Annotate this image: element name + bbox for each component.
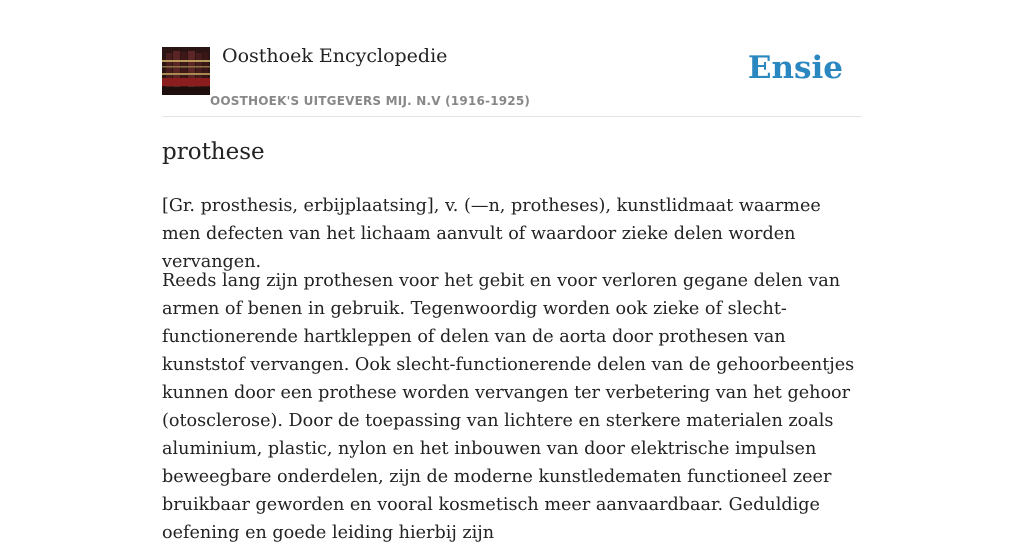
entry-paragraph: Reeds lang zijn prothesen voor het gebit en voor verloren gegane delen van armen of benen in gebruik. Tegenwoordig worden ook zieke of slecht-functionerende hartkleppen of delen van de aorta door prothesen van kunststof vervangen. Ook slecht-functionerende delen van de gehoorbeentjes kunnen door een prothese worden vervangen ter verbetering van het gehoor (otosclerose). Door de toepassing van lichtere en sterkere materialen zoals aluminium, plastic, nylon en het inbouwen van door elektrische impulsen beweegbare onderdelen, zijn de moderne kunstledematen functioneel zeer bruikbaar geworden en vooral kosmetisch meer aanvaardbaar. Geduldige oefening en goede leiding hierbij zijn [162,271,855,543]
entry-term-title: prothese [162,139,265,165]
source-title[interactable]: Oosthoek Encyclopedie [222,45,448,67]
source-header [162,0,862,117]
source-subtitle: OOSTHOEK'S UITGEVERS MIJ. N.V (1916-1925) [210,94,531,108]
entry-paragraph: [Gr. prosthesis, erbijplaatsing], v. (—n, protheses), kunstlidmaat waarmee men defecten van het lichaam aanvult of waardoor zieke delen worden vervangen. [162,196,821,272]
content-container [162,0,862,543]
encyclopedia-books-icon[interactable] [162,47,210,95]
ensie-logo-link[interactable]: Ensie [747,50,843,86]
